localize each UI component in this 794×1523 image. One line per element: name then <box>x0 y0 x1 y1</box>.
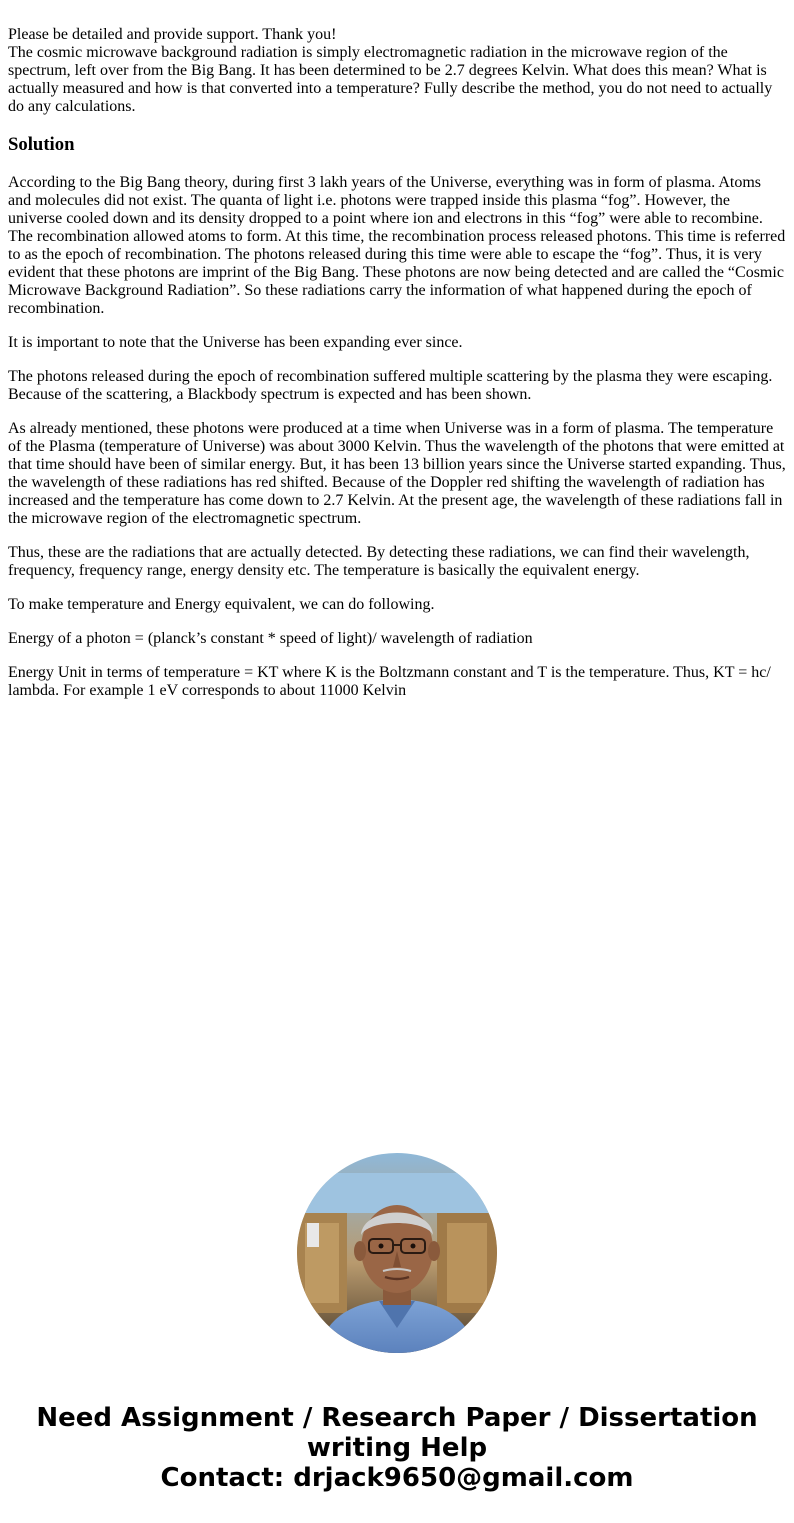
solution-paragraph: Thus, these are the radiations that are actually detected. By detecting these radiations, we can find their wavelength, frequency, frequency range, energy density etc. The temperature is basically the equivalent energy. <box>8 544 750 579</box>
question-block <box>8 26 788 116</box>
solution-paragraph: The photons released during the epoch of recombination suffered multiple scattering by the plasma they were escaping. Because of the scattering, a Blackbody spectrum is expected and has been shown. <box>8 368 773 403</box>
tutor-avatar <box>297 1153 497 1353</box>
question-intro: Please be detailed and provide support. Thank you! <box>8 26 337 43</box>
solution-body <box>8 174 788 700</box>
solution-paragraph: To make temperature and Energy equivalent, we can do following. <box>8 596 435 613</box>
promo-banner <box>0 1403 794 1493</box>
solution-paragraph: According to the Big Bang theory, during first 3 lakh years of the Universe, everything was in form of plasma. Atoms and molecules did not exist. The quanta of light i.e. photons were trapped inside this plasma “fog”. However, the universe cooled down and its density dropped to a point where ion and electrons in this “fog” were able to recombine. The recombination allowed atoms to form. At this time, the recombination process released photons. This time is referred to as the epoch of recombination. The photons released during this time were able to escape the “fog”. Thus, it is very evident that these photons are imprint of the Big Bang. These photons are now being detected and are called the “Cosmic Microwave Background Radiation”. So these radiations carry the information of what happened during the epoch of recombination. <box>8 174 786 317</box>
solution-heading: Solution <box>8 134 75 155</box>
solution-paragraph: It is important to note that the Universe has been expanding ever since. <box>8 334 463 351</box>
question-body: The cosmic microwave background radiation is simply electromagnetic radiation in the microwave region of the spectrum, left over from the Big Bang. It has been determined to be 2.7 degrees Kelvin. What does this mean? What is actually measured and how is that converted into a temperature? Fully describe the method, you do not need to actually do any calculations. <box>8 44 773 115</box>
promo-contact: Contact: drjack9650@gmail.com <box>160 1463 634 1493</box>
document-content <box>8 26 788 716</box>
solution-paragraph: Energy of a photon = (planck’s constant * speed of light)/ wavelength of radiation <box>8 630 533 647</box>
avatar-photo-icon <box>297 1153 497 1353</box>
solution-paragraph: Energy Unit in terms of temperature = KT where K is the Boltzmann constant and T is the temperature. Thus, KT = hc/ lambda. For example 1 eV corresponds to about 11000 Kelvin <box>8 664 771 699</box>
promo-headline: Need Assignment / Research Paper / Dissertation writing Help <box>36 1403 758 1463</box>
solution-paragraph: As already mentioned, these photons were produced at a time when Universe was in a form of plasma. The temperature of the Plasma (temperature of Universe) was about 3000 Kelvin. Thus the wavelength of the photons that were emitted at that time should have been of similar energy. But, it has been 13 billion years since the Universe started expanding. Thus, the wavelength of these radiations has red shifted. Because of the Doppler red shifting the wavelength of radiation has increased and the temperature has come down to 2.7 Kelvin. At the present age, the wavelength of these radiations fall in the microwave region of the electromagnetic spectrum. <box>8 420 786 527</box>
